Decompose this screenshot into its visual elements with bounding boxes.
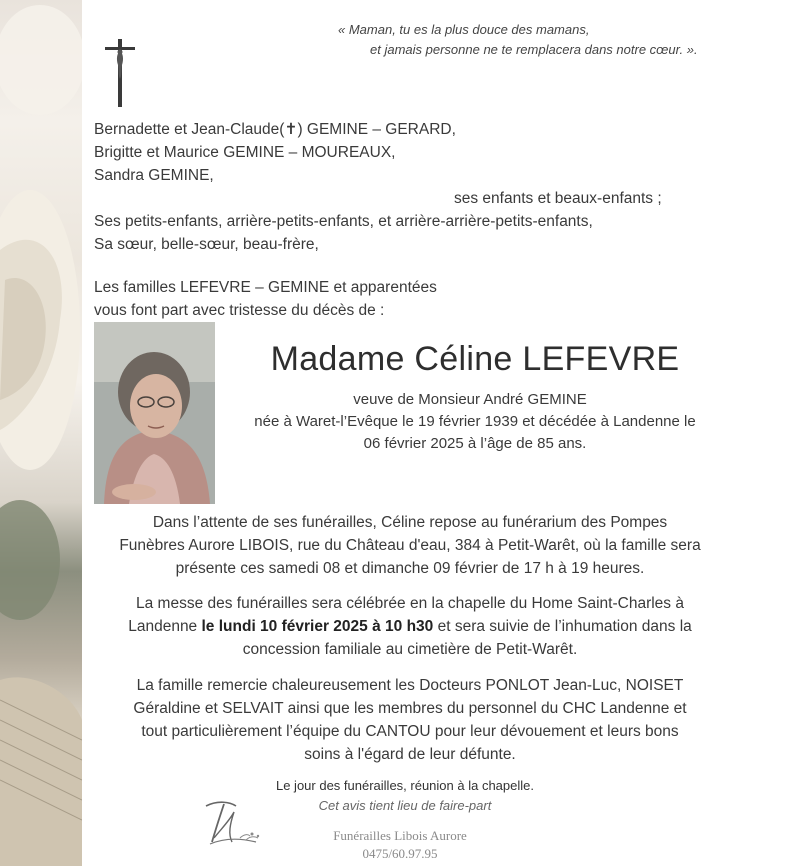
cross-symbol-icon: ✝ <box>284 121 298 138</box>
family-line-2: Brigitte et Maurice GEMINE – MOUREAUX, <box>94 144 396 161</box>
crucifix-icon <box>103 39 137 107</box>
spacer <box>94 256 694 276</box>
mass-line-1: La messe des funérailles sera célébrée en la chapelle du Home Saint-Charles à <box>136 595 684 612</box>
family-line-8: vous font part avec tristesse du décès de : <box>94 302 385 319</box>
birth-death-line-1: née à Waret-l’Evêque le 19 février 1939 et décédée à Landenne le <box>254 413 696 430</box>
family-announcement <box>94 118 694 322</box>
portrait-photo <box>94 322 215 504</box>
family-line-3: Sandra GEMINE, <box>94 167 214 184</box>
visitation-line-3: présente ces samedi 08 et dimanche 09 février de 17 h à 19 heures. <box>175 560 645 577</box>
visitation-paragraph <box>90 511 730 580</box>
funeral-home-logo-icon <box>200 798 266 852</box>
deceased-details <box>230 389 720 455</box>
visitation-line-2: Funèbres Aurore LIBOIS, rue du Château d'eau, 384 à Petit-Warêt, où la famille sera <box>119 537 701 554</box>
reunion-note: Le jour des funérailles, réunion à la chapelle. <box>275 778 534 793</box>
thanks-paragraph <box>90 674 730 766</box>
family-line-7: Les familles LEFEVRE – GEMINE et apparentées <box>94 279 437 296</box>
family-line-6: Sa sœur, belle-sœur, beau-frère, <box>94 236 319 253</box>
family-line-4: ses enfants et beaux-enfants ; <box>454 190 662 207</box>
decorative-rose-book-image <box>0 0 82 866</box>
family-line-5: Ses petits-enfants, arrière-petits-enfants, et arrière-arrière-petits-enfants, <box>94 213 593 230</box>
epitaph-quote <box>300 20 720 60</box>
quote-line-1: « Maman, tu es la plus douce des mamans, <box>338 22 590 37</box>
mass-date-bold: le lundi 10 février 2025 à 10 h30 <box>201 618 434 635</box>
mass-line-3: concession familiale au cimetière de Petit-Warêt. <box>242 641 578 658</box>
birth-death-line-2: 06 février 2025 à l’âge de 85 ans. <box>363 435 587 452</box>
widow-line: veuve de Monsieur André GEMINE <box>353 391 587 408</box>
funeral-home-phone: 0475/60.97.95 <box>362 846 438 861</box>
visitation-line-1: Dans l’attente de ses funérailles, Céline repose au funérarium des Pompes <box>152 514 668 531</box>
deceased-name: Madame Céline LEFEVRE <box>270 340 680 378</box>
thanks-line-3: tout particulièrement l’équipe du CANTOU pour leur dévouement et leurs bons <box>141 723 679 740</box>
funeral-mass-paragraph <box>90 592 730 661</box>
thanks-line-2: Géraldine et SELVAIT ainsi que les membres du personnel du CHC Landenne et <box>133 700 687 717</box>
mass-line-2: Landenne le lundi 10 février 2025 à 10 h30 et sera suivie de l’inhumation dans la <box>128 618 692 635</box>
notice-note: Cet avis tient lieu de faire-part <box>318 798 492 813</box>
funeral-home-name: Funérailles Libois Aurore <box>333 828 467 843</box>
family-line-1: Bernadette et Jean-Claude(✝) GEMINE – GERARD, <box>94 121 456 138</box>
thanks-line-1: La famille remercie chaleureusement les Docteurs PONLOT Jean-Luc, NOISET <box>136 677 684 694</box>
thanks-line-4: soins à l'égard de leur défunte. <box>304 746 516 763</box>
quote-line-2: et jamais personne ne te remplacera dans notre cœur. ». <box>370 42 698 57</box>
